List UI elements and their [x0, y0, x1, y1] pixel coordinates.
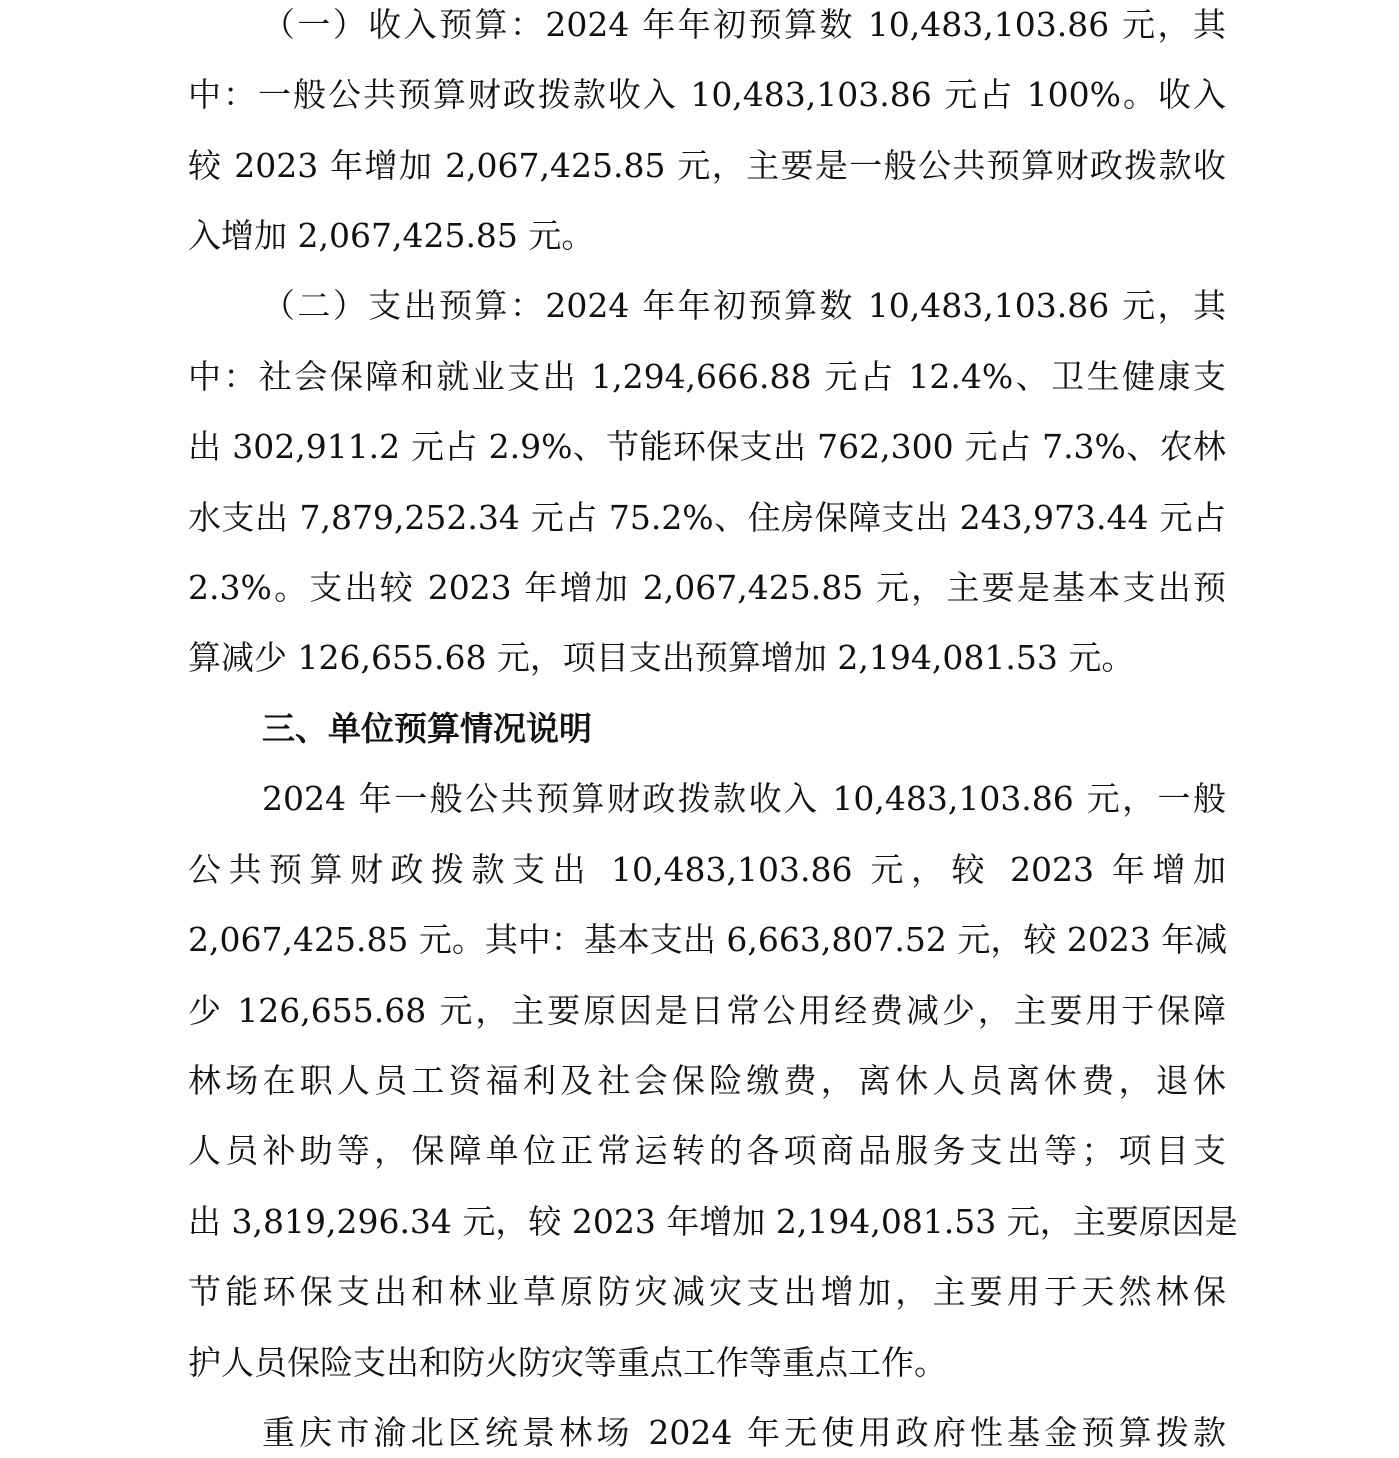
unit-budget-line-6: 人员补助等，保障单位正常运转的各项商品服务支出等；项目支: [188, 1131, 1226, 1170]
income-line-3: 较 2023 年增加 2,067,425.85 元，主要是一般公共预算财政拨款收: [188, 146, 1226, 185]
unit-budget-line-1: 2024 年一般公共预算财政拨款收入 10,483,103.86 元，一般: [262, 779, 1226, 818]
expenditure-line-1: （二）支出预算：2024 年年初预算数 10,483,103.86 元，其: [262, 286, 1226, 325]
unit-budget-line-3: 2,067,425.85 元。其中：基本支出 6,663,807.52 元，较 2023 年减: [188, 920, 1228, 959]
income-line-1: （一）收入预算：2024 年年初预算数 10,483,103.86 元，其: [262, 5, 1226, 44]
fund-budget-line-1: 重庆市渝北区统景林场 2024 年无使用政府性基金预算拨款: [262, 1413, 1226, 1452]
unit-budget-line-8: 节能环保支出和林业草原防灾减灾支出增加，主要用于天然林保: [188, 1272, 1226, 1311]
unit-budget-line-2: 公共预算财政拨款支出 10,483,103.86 元，较 2023 年增加: [188, 850, 1226, 889]
unit-budget-line-9: 护人员保险支出和防火防灾等重点工作等重点工作。: [188, 1343, 947, 1382]
income-line-4: 入增加 2,067,425.85 元。: [188, 216, 595, 255]
unit-budget-line-7: 出 3,819,296.34 元，较 2023 年增加 2,194,081.53 元，主要原因是: [188, 1202, 1238, 1241]
expenditure-line-3: 出 302,911.2 元占 2.9%、节能环保支出 762,300 元占 7.3%、农林: [188, 427, 1226, 466]
income-line-2: 中：一般公共预算财政拨款收入 10,483,103.86 元占 100%。收入: [188, 75, 1226, 114]
expenditure-line-2: 中：社会保障和就业支出 1,294,666.88 元占 12.4%、卫生健康支: [188, 357, 1226, 396]
unit-budget-line-4: 少 126,655.68 元，主要原因是日常公用经费减少，主要用于保障: [188, 991, 1226, 1030]
unit-budget-line-5: 林场在职人员工资福利及社会保险缴费，离休人员离休费，退休: [188, 1061, 1226, 1100]
expenditure-line-4: 水支出 7,879,252.34 元占 75.2%、住房保障支出 243,973.44 元占: [188, 498, 1226, 537]
expenditure-line-6: 算减少 126,655.68 元，项目支出预算增加 2,194,081.53 元。: [188, 638, 1135, 677]
expenditure-line-5: 2.3%。支出较 2023 年增加 2,067,425.85 元，主要是基本支出预: [188, 568, 1226, 607]
section-heading: 三、单位预算情况说明: [262, 709, 592, 748]
